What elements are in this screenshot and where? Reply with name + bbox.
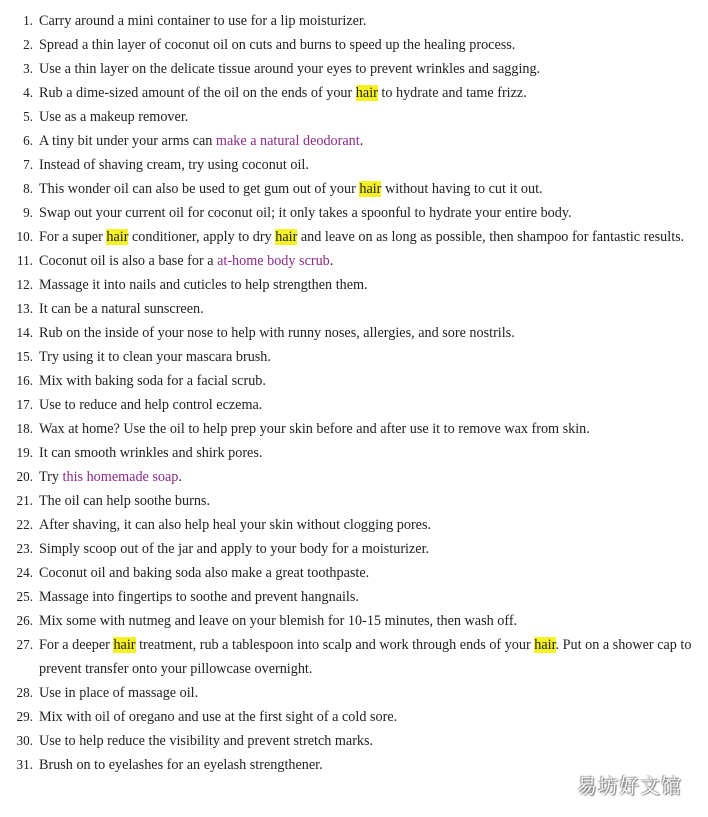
list-item [0, 681, 700, 705]
item-text: Try using it to clean your mascara brush. [39, 349, 271, 365]
list-item [0, 369, 700, 393]
item-number: 23. [16, 541, 33, 556]
item-text: For a deeper [39, 637, 114, 653]
item-text: Swap out your current oil for coconut oil; it only takes a spoonful to hydrate your entire body. [39, 205, 572, 221]
item-text: Use in place of massage oil. [39, 685, 199, 701]
list-item [0, 633, 700, 681]
item-number: 12. [16, 277, 33, 292]
list-item [0, 345, 700, 369]
list-item [0, 489, 700, 513]
list-item [0, 105, 700, 129]
item-text: conditioner, apply to dry [128, 229, 276, 245]
item-text: Instead of shaving cream, try using coconut oil. [39, 157, 309, 173]
item-text: It can smooth wrinkles and shirk pores. [39, 445, 263, 461]
list-item [0, 321, 700, 345]
item-text: and leave on as long as possible, then shampoo for fantastic results. [297, 229, 685, 245]
list-item [0, 129, 700, 153]
item-text: Use to help reduce the visibility and prevent stretch marks. [39, 733, 374, 749]
item-text: Massage it into nails and cuticles to help strengthen them. [39, 277, 368, 293]
item-text: . [329, 253, 334, 269]
item-number: 25. [16, 589, 33, 604]
item-number: 28. [16, 685, 33, 700]
item-text: Use a thin layer on the delicate tissue around your eyes to prevent wrinkles and sagging. [39, 61, 541, 77]
list-item [0, 393, 700, 417]
item-text: Coconut oil is also a base for a [39, 253, 218, 269]
list-item [0, 537, 700, 561]
item-number: 27. [16, 637, 33, 652]
list-item [0, 585, 700, 609]
item-number: 6. [23, 133, 33, 148]
list-item [0, 153, 700, 177]
list-item [0, 177, 700, 201]
item-text: Brush on to eyelashes for an eyelash strengthener. [39, 757, 323, 773]
item-number: 22. [16, 517, 33, 532]
item-number: 21. [16, 493, 33, 508]
item-number: 19. [16, 445, 33, 460]
item-number: 7. [23, 157, 33, 172]
item-number: 10. [16, 229, 33, 244]
list-item [0, 9, 700, 33]
item-text: . [178, 469, 182, 485]
list-item [0, 297, 700, 321]
item-number: 13. [16, 301, 33, 316]
item-text: to hydrate and tame frizz. [377, 85, 527, 101]
item-text: Massage into fingertips to soothe and prevent hangnails. [39, 589, 359, 605]
item-text: without having to cut it out. [381, 181, 543, 197]
item-text: . [359, 133, 364, 149]
item-number: 14. [16, 325, 33, 340]
item-number: 2. [23, 37, 33, 52]
list-item [0, 513, 700, 537]
item-text: Coconut oil and baking soda also make a great toothpaste. [39, 565, 370, 581]
list-item [0, 33, 700, 57]
list-item [0, 81, 700, 105]
item-text: . Put on a shower cap to prevent transfer onto your pillowcase overnight. [39, 637, 692, 677]
list-item [0, 705, 700, 729]
watermark: 易坊好文馆 [577, 774, 682, 798]
item-number: 29. [16, 709, 33, 724]
list-item [0, 609, 700, 633]
list-item [0, 417, 700, 441]
highlighted-word: hair [275, 229, 298, 245]
inline-link[interactable]: make a natural deodorant [215, 133, 360, 149]
highlighted-word: hair [534, 637, 556, 653]
list-item [0, 441, 700, 465]
item-text: Mix with baking soda for a facial scrub. [39, 373, 266, 389]
item-text: Rub on the inside of your nose to help with runny noses, allergies, and sore nostrils. [39, 325, 515, 341]
list-item [0, 729, 700, 753]
item-number: 4. [23, 85, 33, 100]
list-item [0, 249, 700, 273]
item-text: treatment, rub a tablespoon into scalp and work through ends of your [135, 637, 535, 653]
list-item [0, 561, 700, 585]
item-number: 3. [23, 61, 33, 76]
item-number: 20. [16, 469, 33, 484]
highlighted-word: hair [113, 637, 136, 653]
highlighted-word: hair [359, 181, 382, 197]
inline-link[interactable]: at-home body scrub [217, 253, 330, 269]
item-text: It can be a natural sunscreen. [39, 301, 204, 317]
item-text: Use as a makeup remover. [39, 109, 189, 125]
item-number: 9. [23, 205, 33, 220]
list-item [0, 273, 700, 297]
item-text: Simply scoop out of the jar and apply to your body for a moisturizer. [39, 541, 430, 557]
list-item [0, 225, 700, 249]
item-text: Spread a thin layer of coconut oil on cuts and burns to speed up the healing process. [39, 37, 516, 53]
item-number: 30. [16, 733, 33, 748]
item-text: Use to reduce and help control eczema. [39, 397, 263, 413]
item-number: 31. [16, 757, 33, 772]
item-text: A tiny bit under your arms can [39, 133, 216, 149]
list-item [0, 465, 700, 489]
item-number: 16. [16, 373, 33, 388]
item-text: Mix some with nutmeg and leave on your blemish for 10-15 minutes, then wash off. [39, 613, 518, 629]
item-text: For a super [39, 229, 107, 245]
item-text: Rub a dime-sized amount of the oil on the ends of your [39, 85, 356, 101]
list-item [0, 201, 700, 225]
highlighted-word: hair [355, 85, 378, 101]
item-number: 24. [16, 565, 33, 580]
item-text: Wax at home? Use the oil to help prep your skin before and after use it to remove wax from skin. [39, 421, 590, 437]
inline-link[interactable]: this homemade soap [62, 469, 179, 485]
item-text: Try [39, 469, 63, 485]
tips-list [0, 9, 700, 777]
item-text: Mix with oil of oregano and use at the first sight of a cold sore. [39, 709, 398, 725]
item-number: 15. [16, 349, 33, 364]
item-text: Carry around a mini container to use for a lip moisturizer. [39, 13, 367, 29]
item-number: 5. [23, 109, 33, 124]
item-number: 1. [23, 13, 33, 28]
item-text: After shaving, it can also help heal your skin without clogging pores. [39, 517, 432, 533]
item-number: 8. [23, 181, 33, 196]
item-number: 11. [17, 253, 33, 268]
item-number: 17. [16, 397, 33, 412]
item-number: 18. [16, 421, 33, 436]
item-text: The oil can help soothe burns. [39, 493, 210, 509]
list-item [0, 57, 700, 81]
item-number: 26. [16, 613, 33, 628]
highlighted-word: hair [106, 229, 129, 245]
item-text: This wonder oil can also be used to get gum out of your [39, 181, 360, 197]
